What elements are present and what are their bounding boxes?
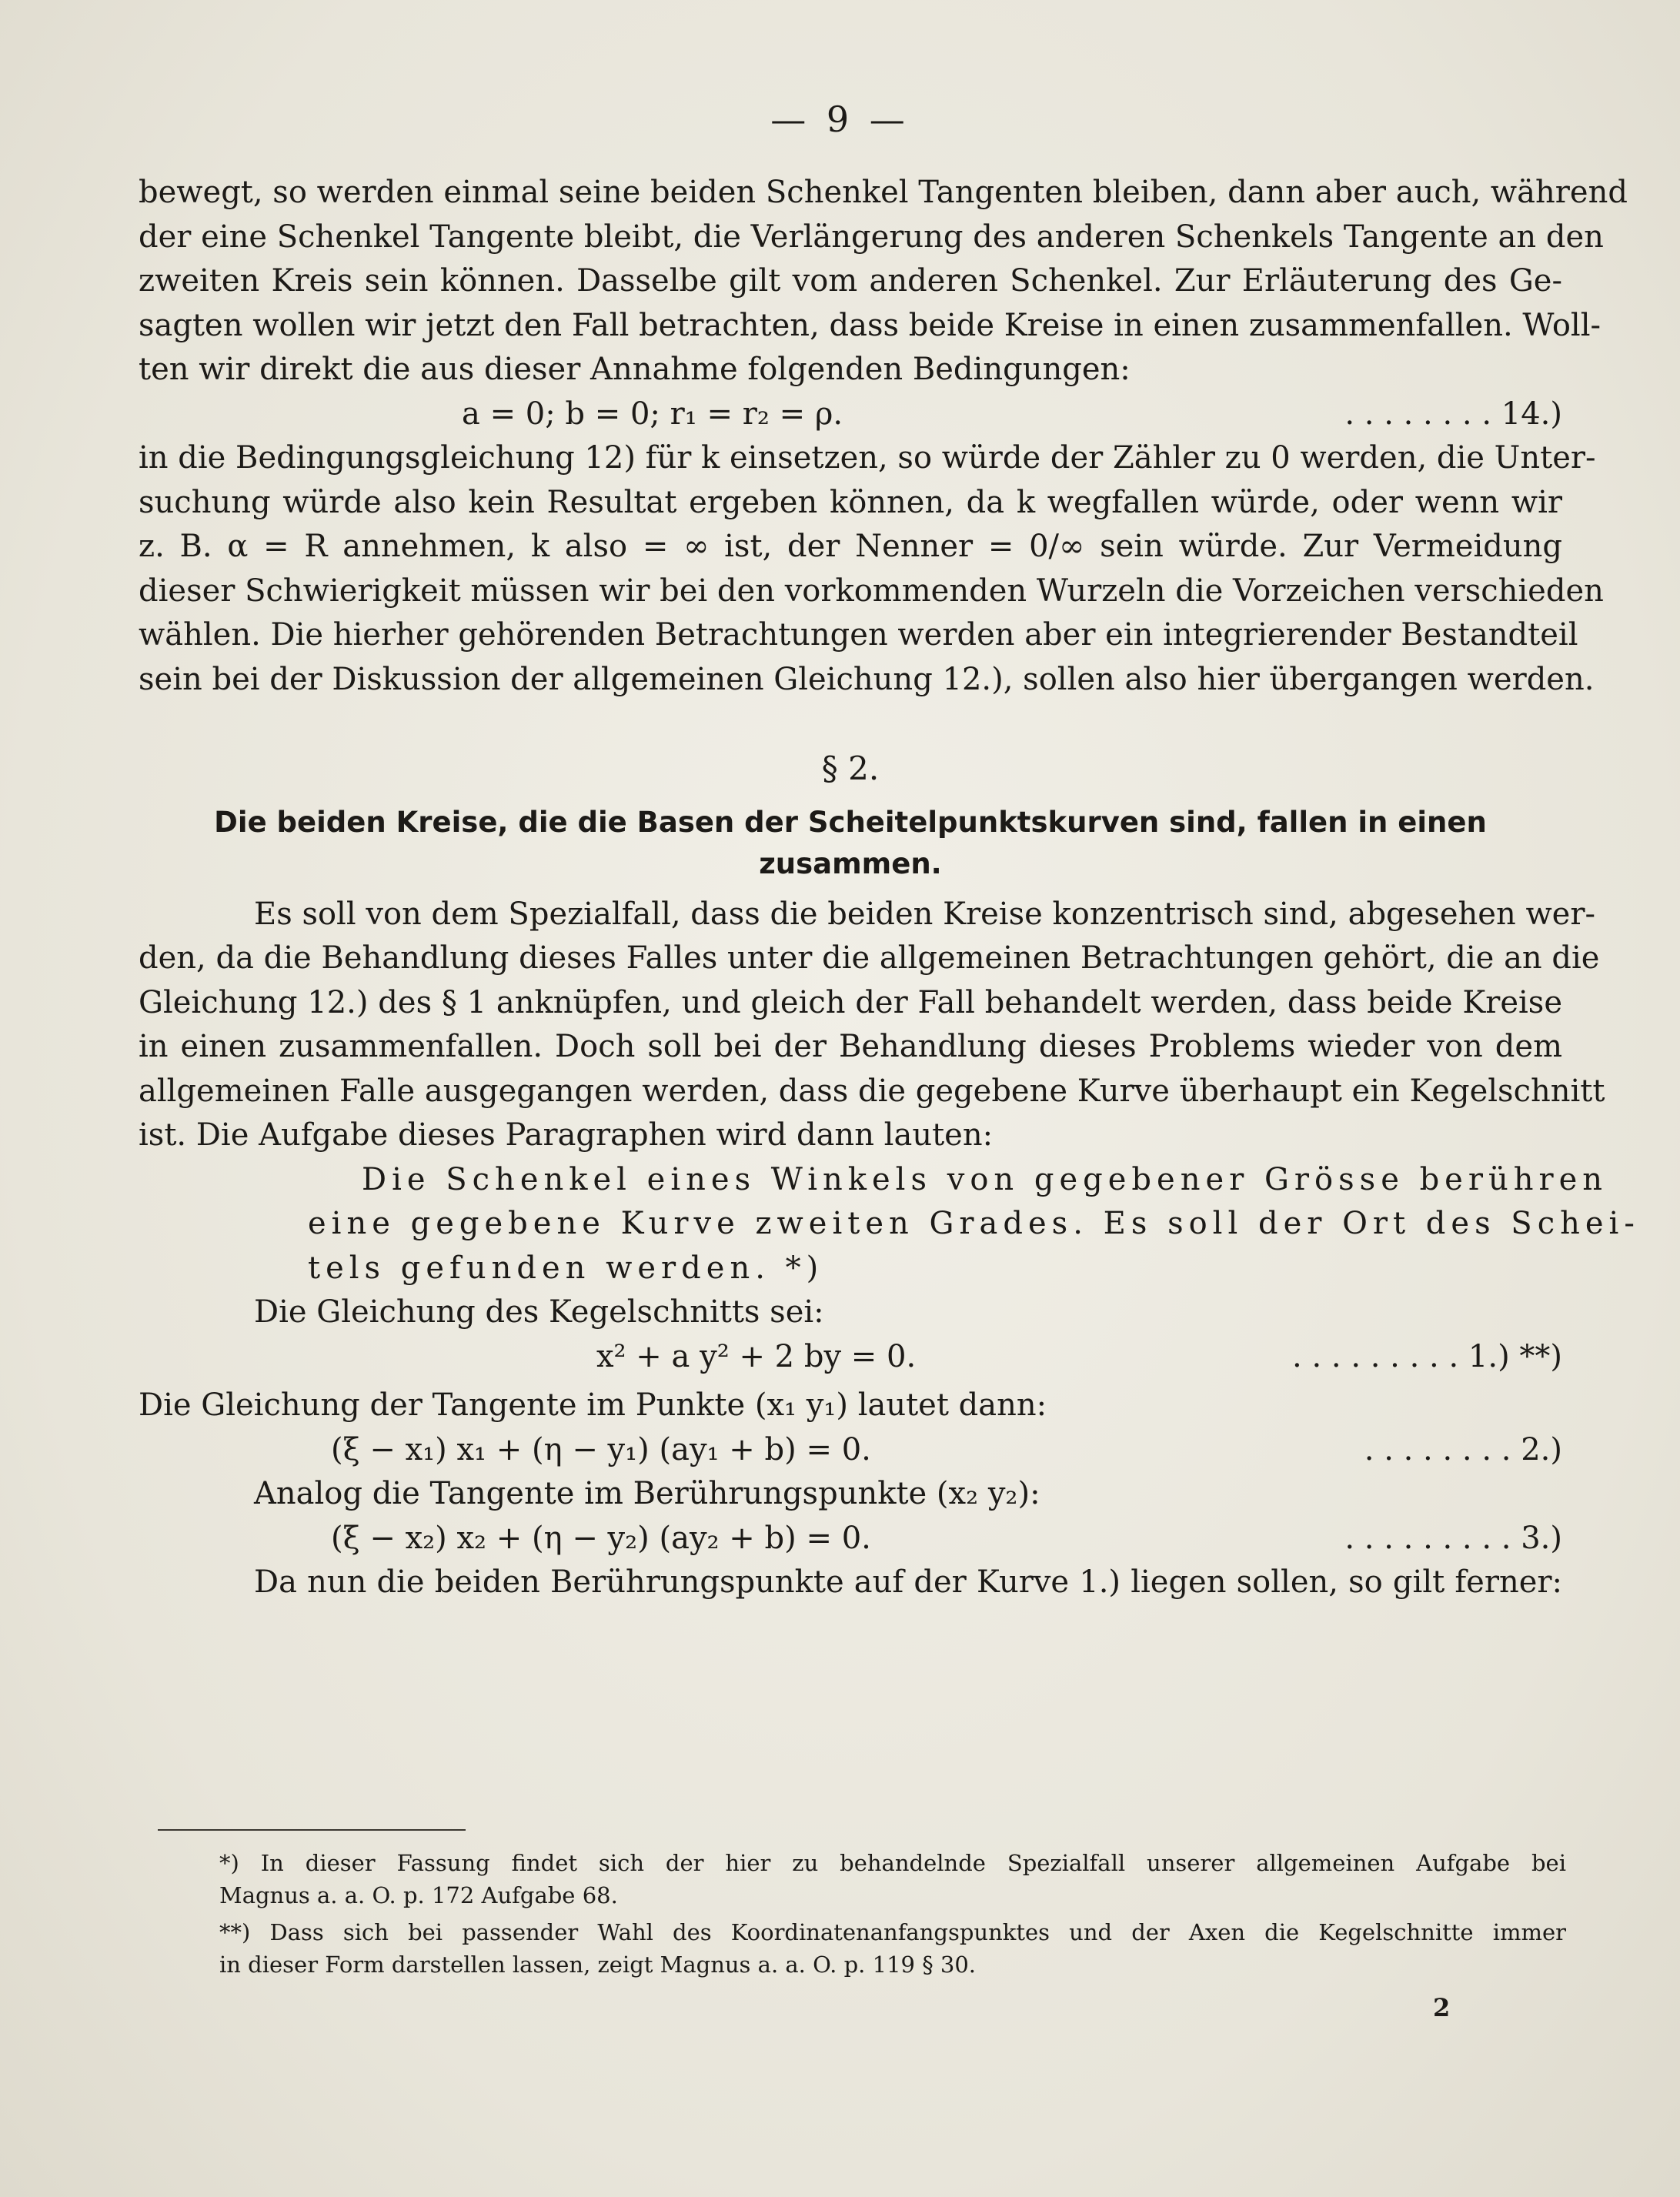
task-statement [139,1158,1640,1291]
equation-3 [139,1517,1562,1561]
footnote-line: in dieser Form darstellen lassen, zeigt Magnus a. a. O. p. 119 § 30. [219,1952,977,1978]
text-line: wählen. Die hierher gehörenden Betrachtungen werden aber ein integrierender Bestandteil [139,617,1578,653]
text-line: Da nun die beiden Berührungspunkte auf der Kurve 1.) liegen sollen, so gilt ferner: [254,1564,1562,1600]
equation-1 [139,1335,1562,1380]
text-line: Die Schenkel eines Winkels von gegebener Grösse berühren [362,1161,1608,1197]
equation-2 [139,1428,1562,1473]
text-line: der eine Schenkel Tangente bleibt, die Verlängerung des anderen Schenkels Tangente an den [139,219,1604,255]
text-line: Analog die Tangente im Berührungspunkte (x₂ y₂): [254,1476,1040,1511]
equation-formula: x² + a y² + 2 by = 0. [596,1338,917,1374]
heading-line: zusammen. [759,846,942,880]
text-line: z. B. α = R annehmen, k also = ∞ ist, der Nenner = 0/∞ sein würde. Zur Vermeidung [139,529,1562,564]
signature-mark: 2 [1433,1993,1451,2022]
leader-dots: . . . . . . . . . [1292,1338,1459,1374]
section-heading [139,802,1562,885]
section-number: § 2. [821,750,880,787]
leader-dots: . . . . . . . . [1364,1431,1511,1467]
text-line: sagten wollen wir jetzt den Fall betrachten, dass beide Kreise in einen zusammenfallen. Woll- [139,307,1601,343]
text-line: suchung würde also kein Resultat ergeben können, da k wegfallen würde, oder wenn wir [139,484,1562,520]
text-line: sein bei der Diskussion der allgemeinen Gleichung 12.), sollen also hier übergangen werden. [139,661,1595,697]
leader-dots: . . . . . . . . [1344,396,1492,432]
text-line: allgemeinen Falle ausgegangen werden, dass die gegebene Kurve überhaupt ein Kegelschnitt [139,1073,1605,1109]
paragraph-2 [139,436,1604,702]
equation-14 [139,392,1562,437]
text-line: Gleichung 12.) des § 1 anknüpfen, und gleich der Fall behandelt werden, dass beide Kreise [139,984,1562,1020]
leader-dots: . . . . . . . . . [1344,1520,1511,1556]
text-line: Die Gleichung der Tangente im Punkte (x₁ y₁) lautet dann: [139,1387,1047,1423]
text-line: Die Gleichung des Kegelschnitts sei: [254,1294,824,1330]
heading-line: Die beiden Kreise, die die Basen der Scheitelpunktskurven sind, fallen in einen [214,805,1487,839]
page-number: — 9 — [770,98,910,140]
text-line: zweiten Kreis sein können. Dasselbe gilt vom anderen Schenkel. Zur Erläuterung des Ge- [139,263,1562,299]
text-line: Es soll von dem Spezialfall, dass die beiden Kreise konzentrisch sind, abgesehen wer- [254,896,1595,932]
text-line: den, da die Behandlung dieses Falles unter die allgemeinen Betrachtungen gehört, die an die [139,940,1600,976]
equation-formula: (ξ − x₁) x₁ + (η − y₁) (ay₁ + b) = 0. [331,1431,871,1467]
footnote-line: *) In dieser Fassung findet sich der hier zu behandelnde Spezialfall unserer allgemeinen Aufgabe bei [219,1850,1566,1876]
equation-label: 2.) [1521,1431,1562,1467]
text-line: ten wir direkt die aus dieser Annahme folgenden Bedingungen: [139,352,1131,387]
equation-formula: a = 0; b = 0; r₁ = r₂ = ρ. [462,396,843,432]
equation-label: 1.) **) [1468,1338,1562,1374]
footnote-2 [219,1916,1566,1981]
main-text [139,171,1640,1605]
paragraph-1 [139,171,1628,392]
footnote-1 [219,1847,1566,1912]
text-line: ist. Die Aufgabe dieses Paragraphen wird dann lauten: [139,1117,994,1153]
footnote-line: Magnus a. a. O. p. 172 Aufgabe 68. [219,1882,618,1908]
text-line: bewegt, so werden einmal seine beiden Schenkel Tangenten bleiben, dann aber auch, während [139,175,1628,210]
equation-label: 14.) [1501,396,1562,432]
text-line: in die Bedingungsgleichung 12) für k einsetzen, so würde der Zähler zu 0 werden, die Unter- [139,440,1596,476]
equation-label: 3.) [1521,1520,1562,1556]
text-line: dieser Schwierigkeit müssen wir bei den vorkommenden Wurzeln die Vorzeichen verschieden [139,573,1604,609]
footnote-line: **) Dass sich bei passender Wahl des Koordinatenanfangspunktes und der Axen die Kegelschnitte immer [219,1919,1566,1945]
text-line: eine gegebene Kurve zweiten Grades. Es soll der Ort des Schei- [308,1206,1640,1241]
text-line: in einen zusammenfallen. Doch soll bei der Behandlung dieses Problems wieder von dem [139,1029,1562,1064]
equation-formula: (ξ − x₂) x₂ + (η − y₂) (ay₂ + b) = 0. [331,1520,871,1556]
footnote-separator [158,1829,466,1831]
text-line: tels gefunden werden. *) [308,1250,824,1286]
paragraph-3 [139,893,1605,1158]
